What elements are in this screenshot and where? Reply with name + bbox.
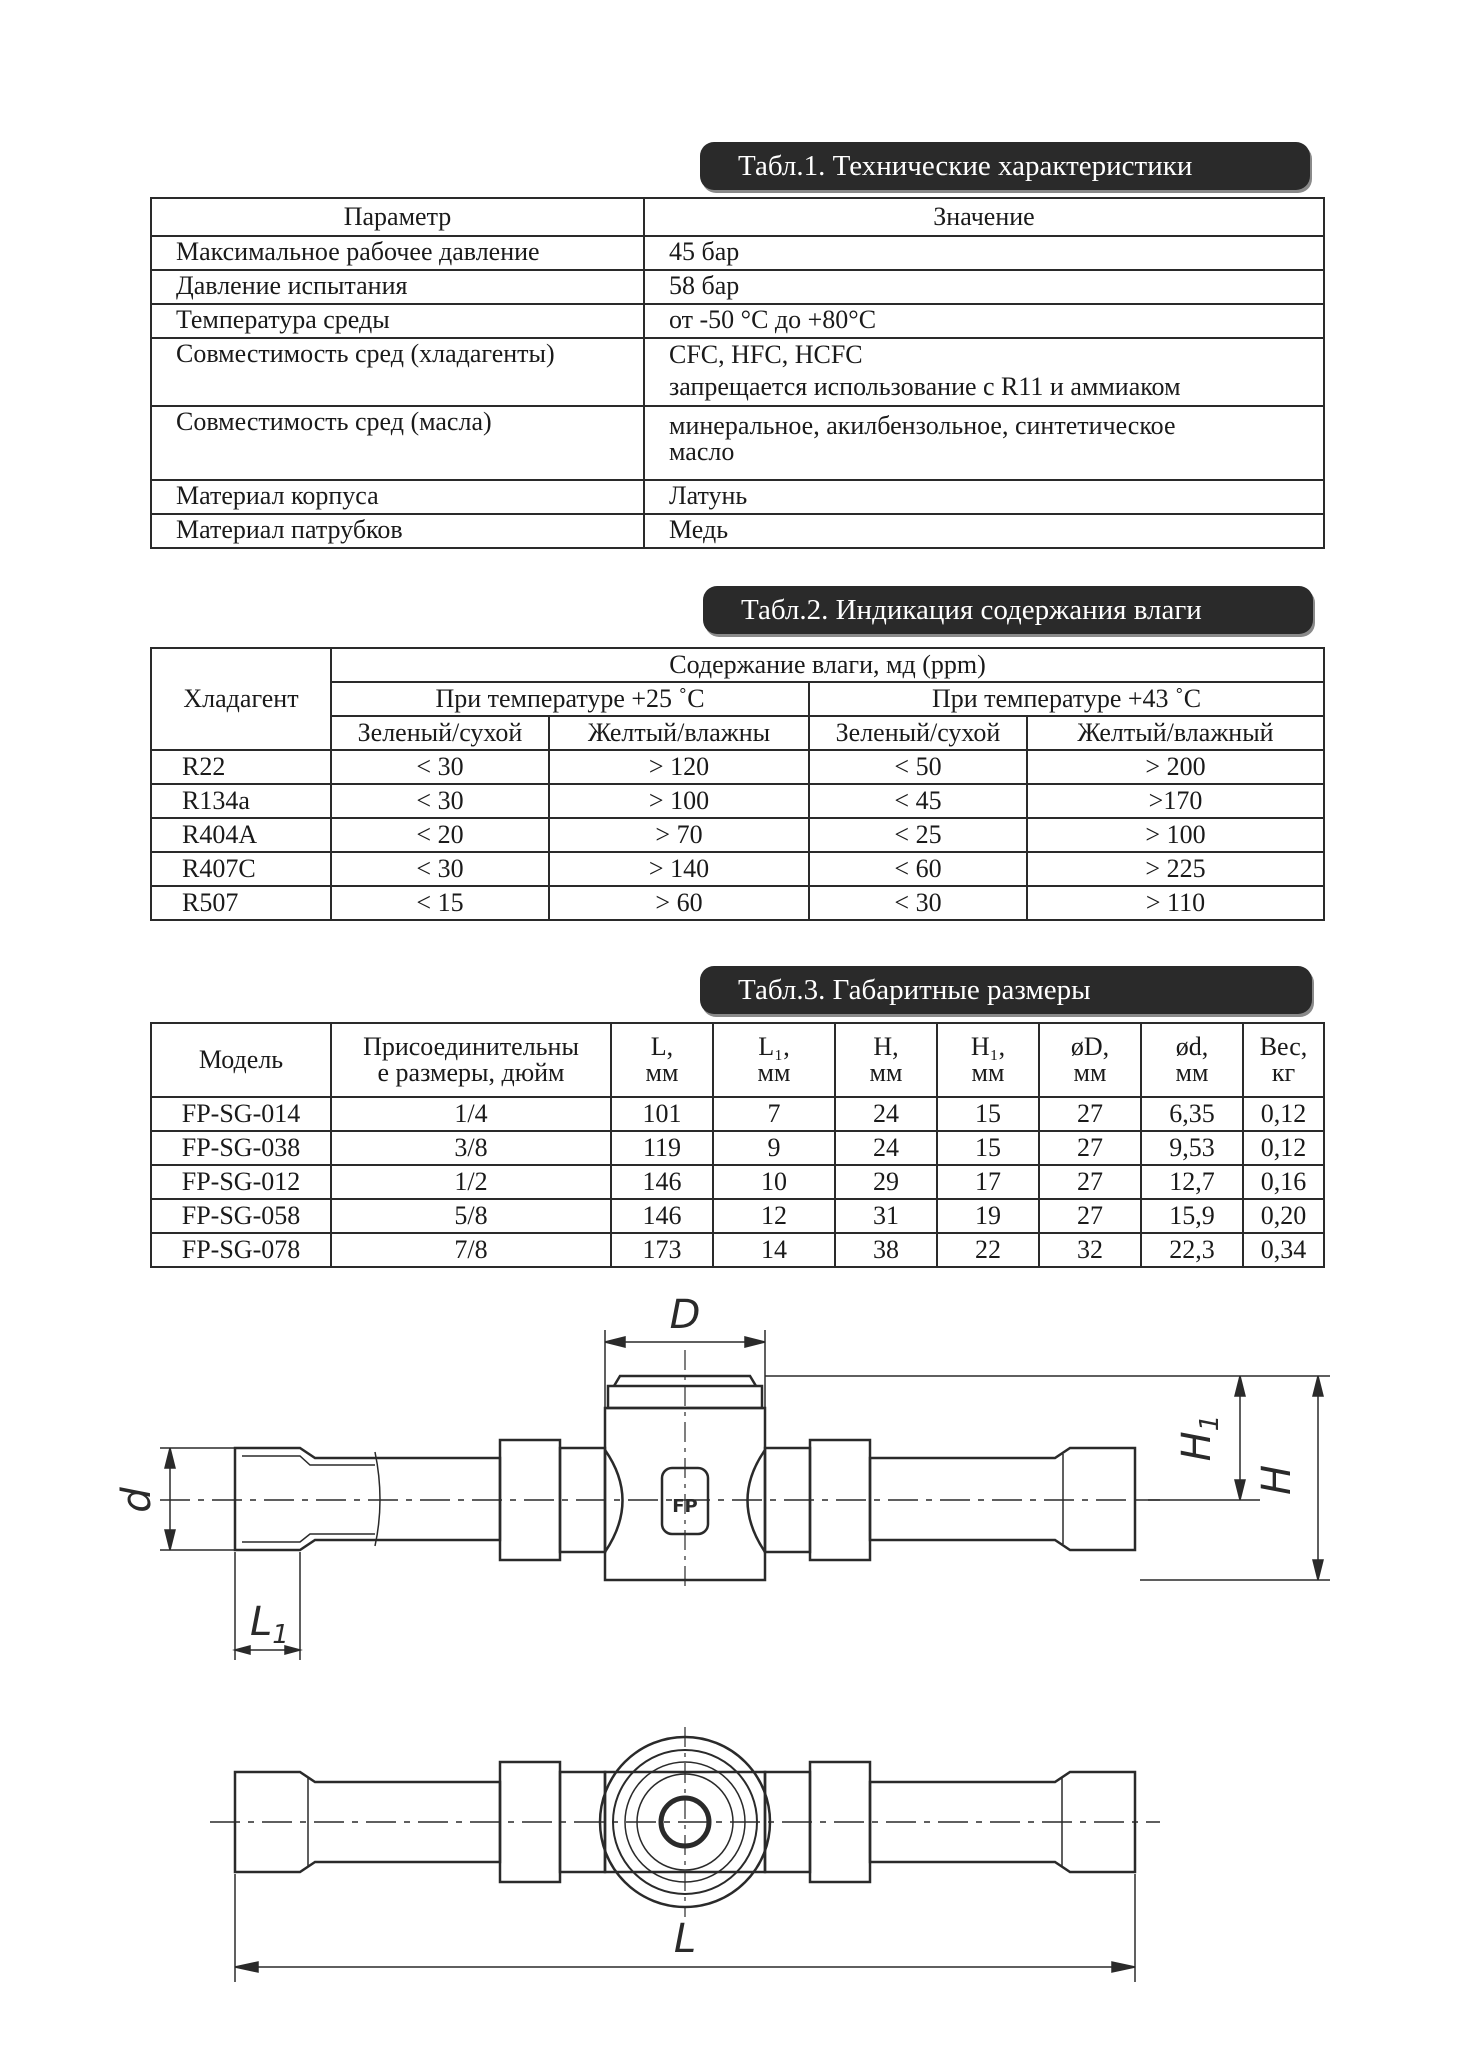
value-cell: Медь xyxy=(644,514,1324,548)
label-D: D xyxy=(669,1292,701,1338)
cell: 12,7 xyxy=(1141,1165,1243,1199)
value-cell xyxy=(644,338,1324,406)
header-H1: H₁, мм xyxy=(937,1023,1039,1097)
table-row xyxy=(151,1233,1324,1267)
cell: 15 xyxy=(937,1097,1039,1131)
cell: 9,53 xyxy=(1141,1131,1243,1165)
table-row xyxy=(151,852,1324,886)
param-cell: Максимальное рабочее давление xyxy=(151,236,644,270)
cell: 38 xyxy=(835,1233,937,1267)
cell: 22 xyxy=(937,1233,1039,1267)
side-view-drawing xyxy=(0,1290,1462,1690)
cell: < 45 xyxy=(809,784,1027,818)
cell: 1/4 xyxy=(331,1097,611,1131)
label-d: d xyxy=(114,1487,160,1513)
cell: < 25 xyxy=(809,818,1027,852)
cell: 0,34 xyxy=(1243,1233,1324,1267)
param-cell: Совместимость сред (масла) xyxy=(151,406,644,480)
header-model: Модель xyxy=(151,1023,331,1097)
cell: < 20 xyxy=(331,818,549,852)
cell: 14 xyxy=(713,1233,835,1267)
cell: < 15 xyxy=(331,886,549,920)
sub-header: Зеленый/сухой xyxy=(809,716,1027,750)
cell: 24 xyxy=(835,1097,937,1131)
cell: FP-SG-078 xyxy=(151,1233,331,1267)
param-cell: Температура среды xyxy=(151,304,644,338)
cell: > 60 xyxy=(549,886,809,920)
cell: 17 xyxy=(937,1165,1039,1199)
table-row xyxy=(151,406,1324,480)
label-L: L xyxy=(673,1916,697,1962)
header-D: øD, мм xyxy=(1039,1023,1141,1097)
cell: 146 xyxy=(611,1199,713,1233)
sub-header: Желтый/влажны xyxy=(549,716,809,750)
refrigerant-header: Хладагент xyxy=(151,648,331,750)
cell: 0,12 xyxy=(1243,1131,1324,1165)
cell: 22,3 xyxy=(1141,1233,1243,1267)
cell: 6,35 xyxy=(1141,1097,1243,1131)
cell: 5/8 xyxy=(331,1199,611,1233)
table-row xyxy=(151,1199,1324,1233)
cell: R22 xyxy=(151,750,331,784)
table2-title: Табл.2. Индикация содержания влаги xyxy=(703,586,1313,634)
cell: < 50 xyxy=(809,750,1027,784)
table-row xyxy=(151,480,1324,514)
cell: 12 xyxy=(713,1199,835,1233)
value-line-2: запрещается использование с R11 и аммиаком xyxy=(669,372,1181,401)
cell: R507 xyxy=(151,886,331,920)
cell: 7 xyxy=(713,1097,835,1131)
cell: < 60 xyxy=(809,852,1027,886)
sub-header: Зеленый/сухой xyxy=(331,716,549,750)
cell: R134a xyxy=(151,784,331,818)
header-L: L, мм xyxy=(611,1023,713,1097)
cell: > 200 xyxy=(1027,750,1324,784)
cell: > 70 xyxy=(549,818,809,852)
cell: FP-SG-012 xyxy=(151,1165,331,1199)
cell: 19 xyxy=(937,1199,1039,1233)
cell: 15 xyxy=(937,1131,1039,1165)
dimensions-table xyxy=(150,1022,1325,1268)
cell: > 100 xyxy=(1027,818,1324,852)
table-header-row xyxy=(151,1023,1324,1097)
table-row xyxy=(151,1097,1324,1131)
cell: 7/8 xyxy=(331,1233,611,1267)
top-view-drawing xyxy=(0,1712,1462,2002)
value-line-1: минеральное, акилбензольное, синтетическое xyxy=(669,411,1176,440)
cell: 101 xyxy=(611,1097,713,1131)
cell: 15,9 xyxy=(1141,1199,1243,1233)
cell: 173 xyxy=(611,1233,713,1267)
cell: > 120 xyxy=(549,750,809,784)
cell: 27 xyxy=(1039,1097,1141,1131)
cell: > 140 xyxy=(549,852,809,886)
table3-title: Табл.3. Габаритные размеры xyxy=(700,966,1312,1014)
value-cell: 58 бар xyxy=(644,270,1324,304)
header-d: ød, мм xyxy=(1141,1023,1243,1097)
temp25-header: При температуре +25 ˚С xyxy=(331,682,809,716)
label-L1: $L_1$ xyxy=(250,1599,289,1650)
table-row xyxy=(151,886,1324,920)
cell: 27 xyxy=(1039,1165,1141,1199)
header-param: Параметр xyxy=(151,198,644,236)
cell: 3/8 xyxy=(331,1131,611,1165)
value-line-1: CFC, HFC, HCFC xyxy=(669,340,863,369)
value-line-2: масло xyxy=(669,437,735,466)
header-H: H, мм xyxy=(835,1023,937,1097)
table-row xyxy=(151,784,1324,818)
cell: > 225 xyxy=(1027,852,1324,886)
cell: 1/2 xyxy=(331,1165,611,1199)
value-cell: Латунь xyxy=(644,480,1324,514)
cell: 32 xyxy=(1039,1233,1141,1267)
temp43-header: При температуре +43 ˚С xyxy=(809,682,1324,716)
param-cell: Давление испытания xyxy=(151,270,644,304)
param-cell: Материал корпуса xyxy=(151,480,644,514)
cell: > 110 xyxy=(1027,886,1324,920)
table-row xyxy=(151,236,1324,270)
table-row xyxy=(151,304,1324,338)
cell: FP-SG-058 xyxy=(151,1199,331,1233)
table-row xyxy=(151,750,1324,784)
cell: 119 xyxy=(611,1131,713,1165)
cell: FP-SG-038 xyxy=(151,1131,331,1165)
header-value: Значение xyxy=(644,198,1324,236)
cell: R404A xyxy=(151,818,331,852)
table-row xyxy=(151,818,1324,852)
param-cell: Совместимость сред (хладагенты) xyxy=(151,338,644,406)
cell: 29 xyxy=(835,1165,937,1199)
cell: < 30 xyxy=(331,852,549,886)
cell: 9 xyxy=(713,1131,835,1165)
header-L1: L₁, мм xyxy=(713,1023,835,1097)
cell: 146 xyxy=(611,1165,713,1199)
cell: 0,12 xyxy=(1243,1097,1324,1131)
cell: 0,20 xyxy=(1243,1199,1324,1233)
cell: 10 xyxy=(713,1165,835,1199)
moisture-table xyxy=(150,647,1325,921)
label-H1: $H_1$ xyxy=(1174,1414,1225,1462)
cell: 0,16 xyxy=(1243,1165,1324,1199)
cell: < 30 xyxy=(331,750,549,784)
cell: FP-SG-014 xyxy=(151,1097,331,1131)
moisture-header: Содержание влаги, мд (ppm) xyxy=(331,648,1324,682)
cell: < 30 xyxy=(809,886,1027,920)
sub-header: Желтый/влажный xyxy=(1027,716,1324,750)
cell: 24 xyxy=(835,1131,937,1165)
value-cell: от -50 °С до +80°С xyxy=(644,304,1324,338)
cell: 27 xyxy=(1039,1131,1141,1165)
cell: R407C xyxy=(151,852,331,886)
cell: 31 xyxy=(835,1199,937,1233)
param-cell: Материал патрубков xyxy=(151,514,644,548)
cell: >170 xyxy=(1027,784,1324,818)
table-header-row xyxy=(151,198,1324,236)
table-row xyxy=(151,1165,1324,1199)
table1-title: Табл.1. Технические характеристики xyxy=(700,142,1310,190)
value-cell: 45 бар xyxy=(644,236,1324,270)
cell: < 30 xyxy=(331,784,549,818)
table-header-row xyxy=(151,648,1324,682)
label-H: H xyxy=(1254,1464,1300,1496)
table-row xyxy=(151,270,1324,304)
value-cell xyxy=(644,406,1324,480)
cell: 27 xyxy=(1039,1199,1141,1233)
logo-text: FP xyxy=(672,1496,698,1517)
tech-specs-table xyxy=(150,197,1325,549)
header-weight: Вес, кг xyxy=(1243,1023,1324,1097)
table-row xyxy=(151,1131,1324,1165)
cell: > 100 xyxy=(549,784,809,818)
table-row xyxy=(151,514,1324,548)
header-size: Присоединительны е размеры, дюйм xyxy=(331,1023,611,1097)
table-row xyxy=(151,338,1324,406)
